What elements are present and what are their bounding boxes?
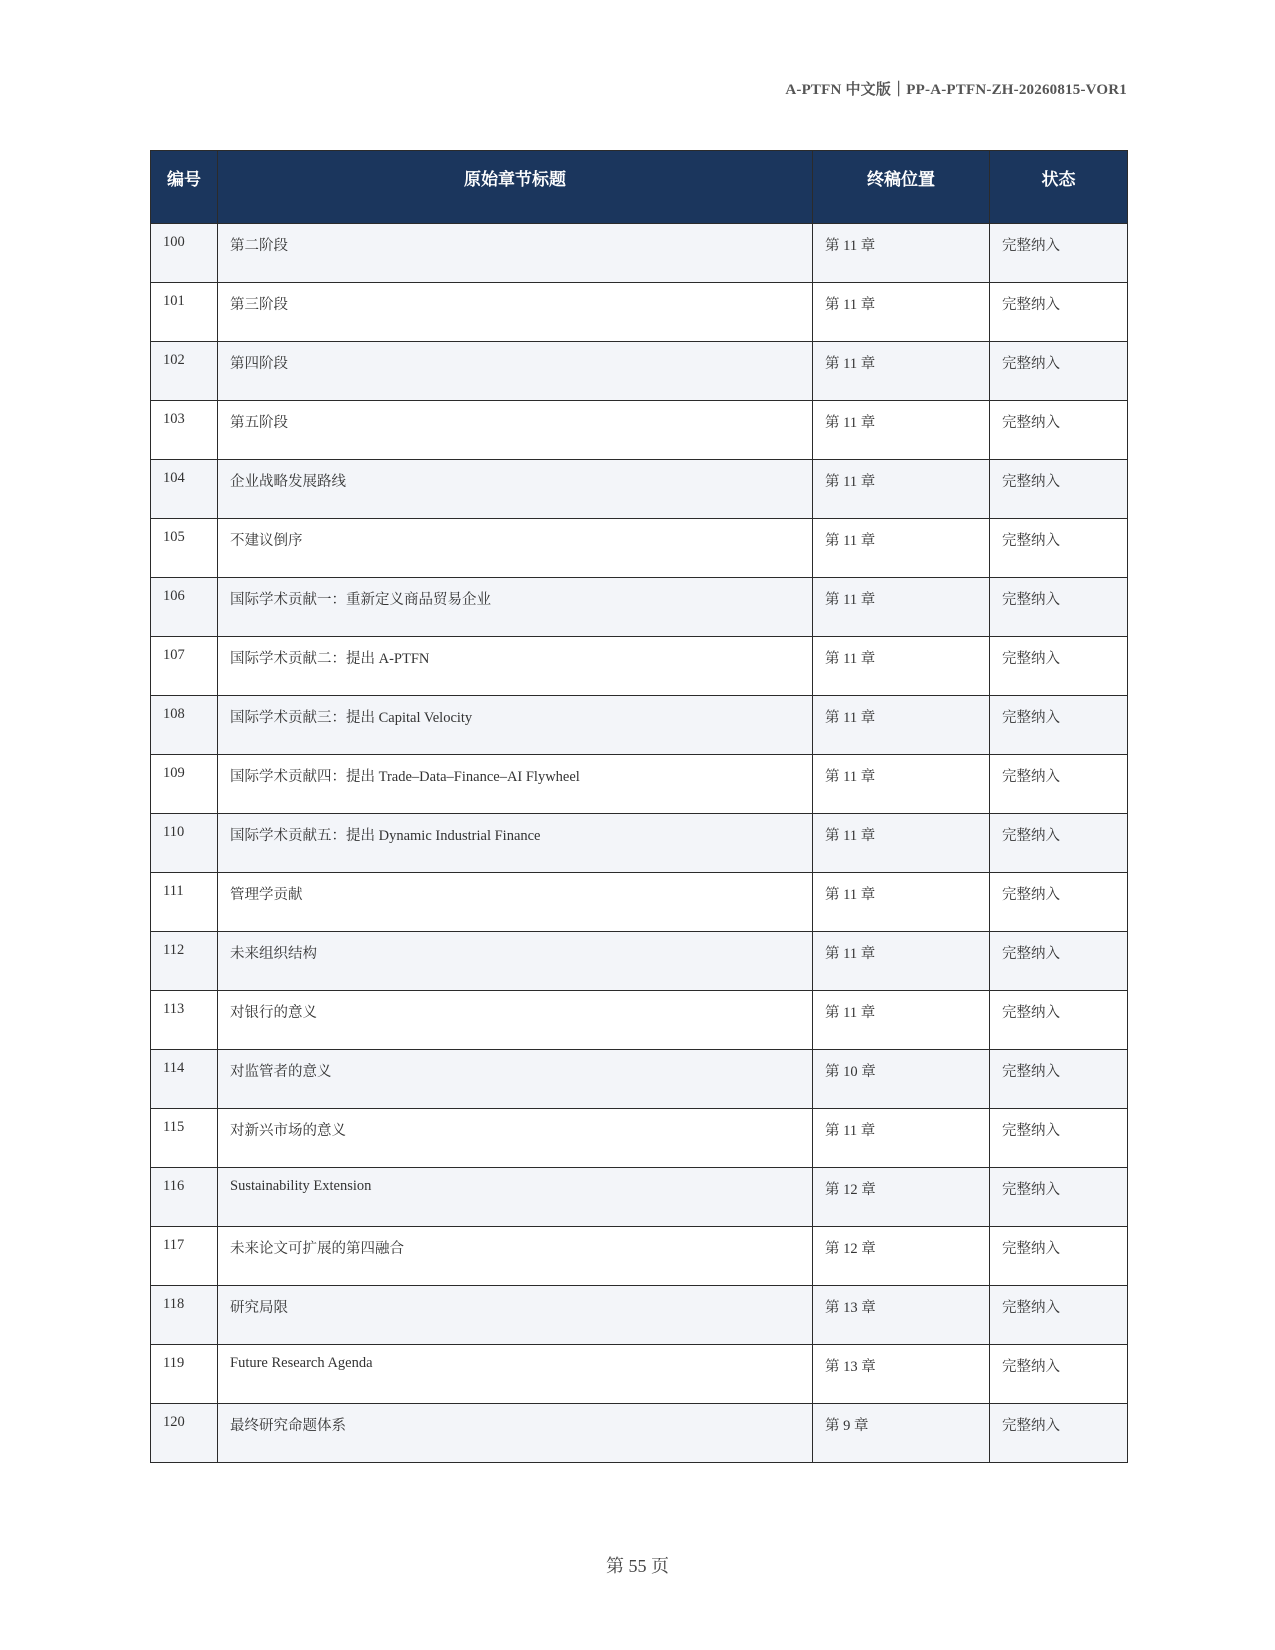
cell-final-position: 第 11 章: [813, 755, 990, 814]
cell-final-position: 第 11 章: [813, 578, 990, 637]
table-row: [151, 814, 1128, 873]
table-row: [151, 578, 1128, 637]
cell-status: 完整纳入: [990, 1109, 1128, 1168]
cell-status: 完整纳入: [990, 696, 1128, 755]
column-header-original-title: 原始章节标题: [218, 151, 813, 224]
cell-original-title: 国际学术贡献二：提出 A-PTFN: [218, 637, 813, 696]
cell-status: 完整纳入: [990, 1345, 1128, 1404]
table-row: [151, 932, 1128, 991]
table-row: [151, 1227, 1128, 1286]
cell-final-position: 第 11 章: [813, 873, 990, 932]
cell-final-position: 第 11 章: [813, 637, 990, 696]
cell-status: 完整纳入: [990, 460, 1128, 519]
cell-number: 111: [151, 873, 218, 932]
table-row: [151, 991, 1128, 1050]
cell-status: 完整纳入: [990, 578, 1128, 637]
cell-status: 完整纳入: [990, 224, 1128, 283]
cell-number: 101: [151, 283, 218, 342]
cell-original-title: 国际学术贡献四：提出 Trade–Data–Finance–AI Flywheel: [218, 755, 813, 814]
cell-final-position: 第 11 章: [813, 401, 990, 460]
table-row: [151, 283, 1128, 342]
cell-original-title: 第三阶段: [218, 283, 813, 342]
cell-final-position: 第 11 章: [813, 283, 990, 342]
cell-original-title: 第五阶段: [218, 401, 813, 460]
cell-number: 107: [151, 637, 218, 696]
cell-final-position: 第 11 章: [813, 814, 990, 873]
table-header-row: [151, 151, 1128, 224]
cell-number: 112: [151, 932, 218, 991]
cell-final-position: 第 11 章: [813, 519, 990, 578]
cell-final-position: 第 10 章: [813, 1050, 990, 1109]
table-body: [151, 224, 1128, 1463]
cell-final-position: 第 11 章: [813, 991, 990, 1050]
cell-number: 109: [151, 755, 218, 814]
cell-final-position: 第 12 章: [813, 1168, 990, 1227]
column-header-number: 编号: [151, 151, 218, 224]
cell-number: 108: [151, 696, 218, 755]
table-row: [151, 1168, 1128, 1227]
cell-number: 115: [151, 1109, 218, 1168]
cell-number: 102: [151, 342, 218, 401]
cell-number: 116: [151, 1168, 218, 1227]
cell-number: 118: [151, 1286, 218, 1345]
table-row: [151, 342, 1128, 401]
table-row: [151, 519, 1128, 578]
cell-original-title: 未来论文可扩展的第四融合: [218, 1227, 813, 1286]
cell-original-title: 最终研究命题体系: [218, 1404, 813, 1463]
cell-original-title: 国际学术贡献一：重新定义商品贸易企业: [218, 578, 813, 637]
cell-original-title: 对监管者的意义: [218, 1050, 813, 1109]
table-row: [151, 696, 1128, 755]
cell-status: 完整纳入: [990, 873, 1128, 932]
cell-original-title: 第二阶段: [218, 224, 813, 283]
cell-status: 完整纳入: [990, 814, 1128, 873]
cell-status: 完整纳入: [990, 932, 1128, 991]
cell-status: 完整纳入: [990, 1227, 1128, 1286]
cell-number: 113: [151, 991, 218, 1050]
page-number: 第 55 页: [606, 1556, 669, 1576]
cell-status: 完整纳入: [990, 1286, 1128, 1345]
cell-original-title: 管理学贡献: [218, 873, 813, 932]
table-row: [151, 1109, 1128, 1168]
cell-number: 105: [151, 519, 218, 578]
table-row: [151, 755, 1128, 814]
table-row: [151, 1050, 1128, 1109]
cell-original-title: 企业战略发展路线: [218, 460, 813, 519]
cell-number: 114: [151, 1050, 218, 1109]
cell-status: 完整纳入: [990, 1050, 1128, 1109]
cell-final-position: 第 11 章: [813, 224, 990, 283]
cell-number: 103: [151, 401, 218, 460]
cell-final-position: 第 11 章: [813, 460, 990, 519]
cell-final-position: 第 13 章: [813, 1286, 990, 1345]
document-header: A-PTFN 中文版｜PP-A-PTFN-ZH-20260815-VOR1: [785, 82, 1127, 98]
chapter-mapping-table: [150, 150, 1128, 1463]
cell-status: 完整纳入: [990, 991, 1128, 1050]
cell-original-title: 不建议倒序: [218, 519, 813, 578]
table-row: [151, 460, 1128, 519]
cell-number: 110: [151, 814, 218, 873]
cell-status: 完整纳入: [990, 401, 1128, 460]
cell-final-position: 第 12 章: [813, 1227, 990, 1286]
cell-number: 117: [151, 1227, 218, 1286]
cell-status: 完整纳入: [990, 519, 1128, 578]
cell-status: 完整纳入: [990, 342, 1128, 401]
cell-original-title: 国际学术贡献五：提出 Dynamic Industrial Finance: [218, 814, 813, 873]
cell-original-title: 第四阶段: [218, 342, 813, 401]
table-row: [151, 637, 1128, 696]
column-header-status: 状态: [990, 151, 1128, 224]
cell-original-title: 研究局限: [218, 1286, 813, 1345]
cell-final-position: 第 13 章: [813, 1345, 990, 1404]
cell-final-position: 第 11 章: [813, 342, 990, 401]
cell-status: 完整纳入: [990, 755, 1128, 814]
cell-final-position: 第 9 章: [813, 1404, 990, 1463]
cell-final-position: 第 11 章: [813, 1109, 990, 1168]
cell-number: 119: [151, 1345, 218, 1404]
cell-original-title: 对银行的意义: [218, 991, 813, 1050]
cell-status: 完整纳入: [990, 637, 1128, 696]
cell-original-title: Sustainability Extension: [218, 1168, 813, 1227]
cell-number: 106: [151, 578, 218, 637]
table-row: [151, 873, 1128, 932]
cell-number: 100: [151, 224, 218, 283]
cell-number: 120: [151, 1404, 218, 1463]
table-row: [151, 1286, 1128, 1345]
table-row: [151, 1345, 1128, 1404]
cell-final-position: 第 11 章: [813, 932, 990, 991]
cell-status: 完整纳入: [990, 283, 1128, 342]
table-header: [151, 151, 1128, 224]
table-row: [151, 401, 1128, 460]
table-row: [151, 224, 1128, 283]
cell-number: 104: [151, 460, 218, 519]
cell-original-title: 未来组织结构: [218, 932, 813, 991]
cell-original-title: 对新兴市场的意义: [218, 1109, 813, 1168]
table-row: [151, 1404, 1128, 1463]
cell-original-title: 国际学术贡献三：提出 Capital Velocity: [218, 696, 813, 755]
cell-final-position: 第 11 章: [813, 696, 990, 755]
cell-original-title: Future Research Agenda: [218, 1345, 813, 1404]
cell-status: 完整纳入: [990, 1404, 1128, 1463]
cell-status: 完整纳入: [990, 1168, 1128, 1227]
column-header-final-position: 终稿位置: [813, 151, 990, 224]
